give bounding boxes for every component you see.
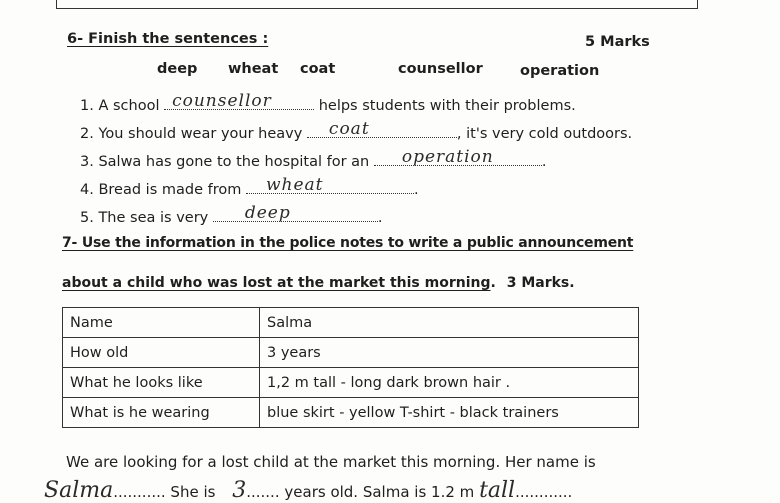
sentence-number: 3.	[80, 154, 94, 170]
answer-blank[interactable]	[164, 93, 314, 110]
police-notes-table	[62, 307, 639, 428]
sentence-after: .	[541, 154, 547, 170]
instruction-tail: .	[490, 275, 496, 291]
sentence-before: The sea is very	[98, 210, 209, 226]
sentence-1	[80, 93, 576, 114]
table-row	[63, 308, 639, 338]
table-row	[63, 338, 639, 368]
sentence-after: .	[377, 210, 383, 226]
text: years old. Salma is 1.2 m	[284, 483, 475, 501]
word-bank-wheat: wheat	[228, 61, 279, 77]
section-7-instruction-line-1: 7- Use the information in the police notes to write a public announcement	[62, 235, 634, 251]
handwritten-age: 3	[232, 478, 247, 503]
handwritten-tall: tall	[479, 478, 516, 503]
sentence-number: 4.	[80, 182, 94, 198]
dots: .......	[246, 483, 280, 501]
answer-blank[interactable]	[246, 177, 414, 194]
sentence-before: Salwa has gone to the hospital for an	[98, 154, 370, 170]
announcement-line-1: We are looking for a lost child at the market this morning. Her name is	[66, 453, 596, 471]
table-value-cell: 3 years	[260, 338, 639, 368]
table-value-cell: 1,2 m tall - long dark brown hair .	[260, 368, 639, 398]
word-bank-deep: deep	[157, 61, 198, 77]
table-value-cell: blue skirt - yellow T-shirt - black trainers	[260, 398, 639, 428]
text: . She is	[160, 483, 216, 501]
handwritten-answer: counsellor	[172, 91, 272, 111]
section-7-instruction-line-2	[62, 275, 575, 291]
dots: ..........	[113, 483, 161, 501]
dots: ............	[515, 483, 573, 501]
sentence-3	[80, 149, 546, 170]
sentence-after: .	[413, 182, 419, 198]
handwritten-name: Salma	[44, 478, 114, 503]
sentence-number: 5.	[80, 210, 94, 226]
instruction-text: about a child who was lost at the market this morning	[62, 275, 491, 291]
table-key-cell: How old	[63, 338, 260, 368]
handwritten-answer: wheat	[265, 175, 324, 195]
sentence-number: 1.	[80, 98, 94, 114]
section-7-marks: 3 Marks.	[506, 275, 575, 291]
sentence-after: helps students with their problems.	[318, 98, 576, 114]
section-6-title: 6- Finish the sentences :	[67, 31, 269, 47]
table-row	[63, 368, 639, 398]
table-value-cell: Salma	[260, 308, 639, 338]
word-bank-coat: coat	[300, 61, 336, 77]
sentence-4	[80, 177, 419, 198]
word-bank-operation: operation	[520, 63, 600, 79]
table-row	[63, 398, 639, 428]
section-6-marks: 5 Marks	[585, 34, 650, 50]
announcement-line-2	[44, 478, 572, 503]
answer-blank[interactable]	[213, 205, 378, 222]
top-box-border	[56, 0, 698, 9]
handwritten-answer: operation	[401, 147, 494, 167]
sentence-before: You should wear your heavy	[98, 126, 303, 142]
sentence-before: Bread is made from	[98, 182, 242, 198]
handwritten-answer: deep	[244, 203, 291, 223]
sentence-number: 2.	[80, 126, 94, 142]
table-key-cell: What is he wearing	[63, 398, 260, 428]
handwritten-answer: coat	[328, 119, 370, 139]
table-key-cell: Name	[63, 308, 260, 338]
word-bank-counsellor: counsellor	[398, 61, 483, 77]
sentence-after: , it's very cold outdoors.	[456, 126, 633, 142]
sentence-5	[80, 205, 382, 226]
table-key-cell: What he looks like	[63, 368, 260, 398]
answer-blank[interactable]	[307, 121, 457, 138]
sentence-2	[80, 121, 632, 142]
answer-blank[interactable]	[374, 149, 542, 166]
sentence-before: A school	[98, 98, 160, 114]
